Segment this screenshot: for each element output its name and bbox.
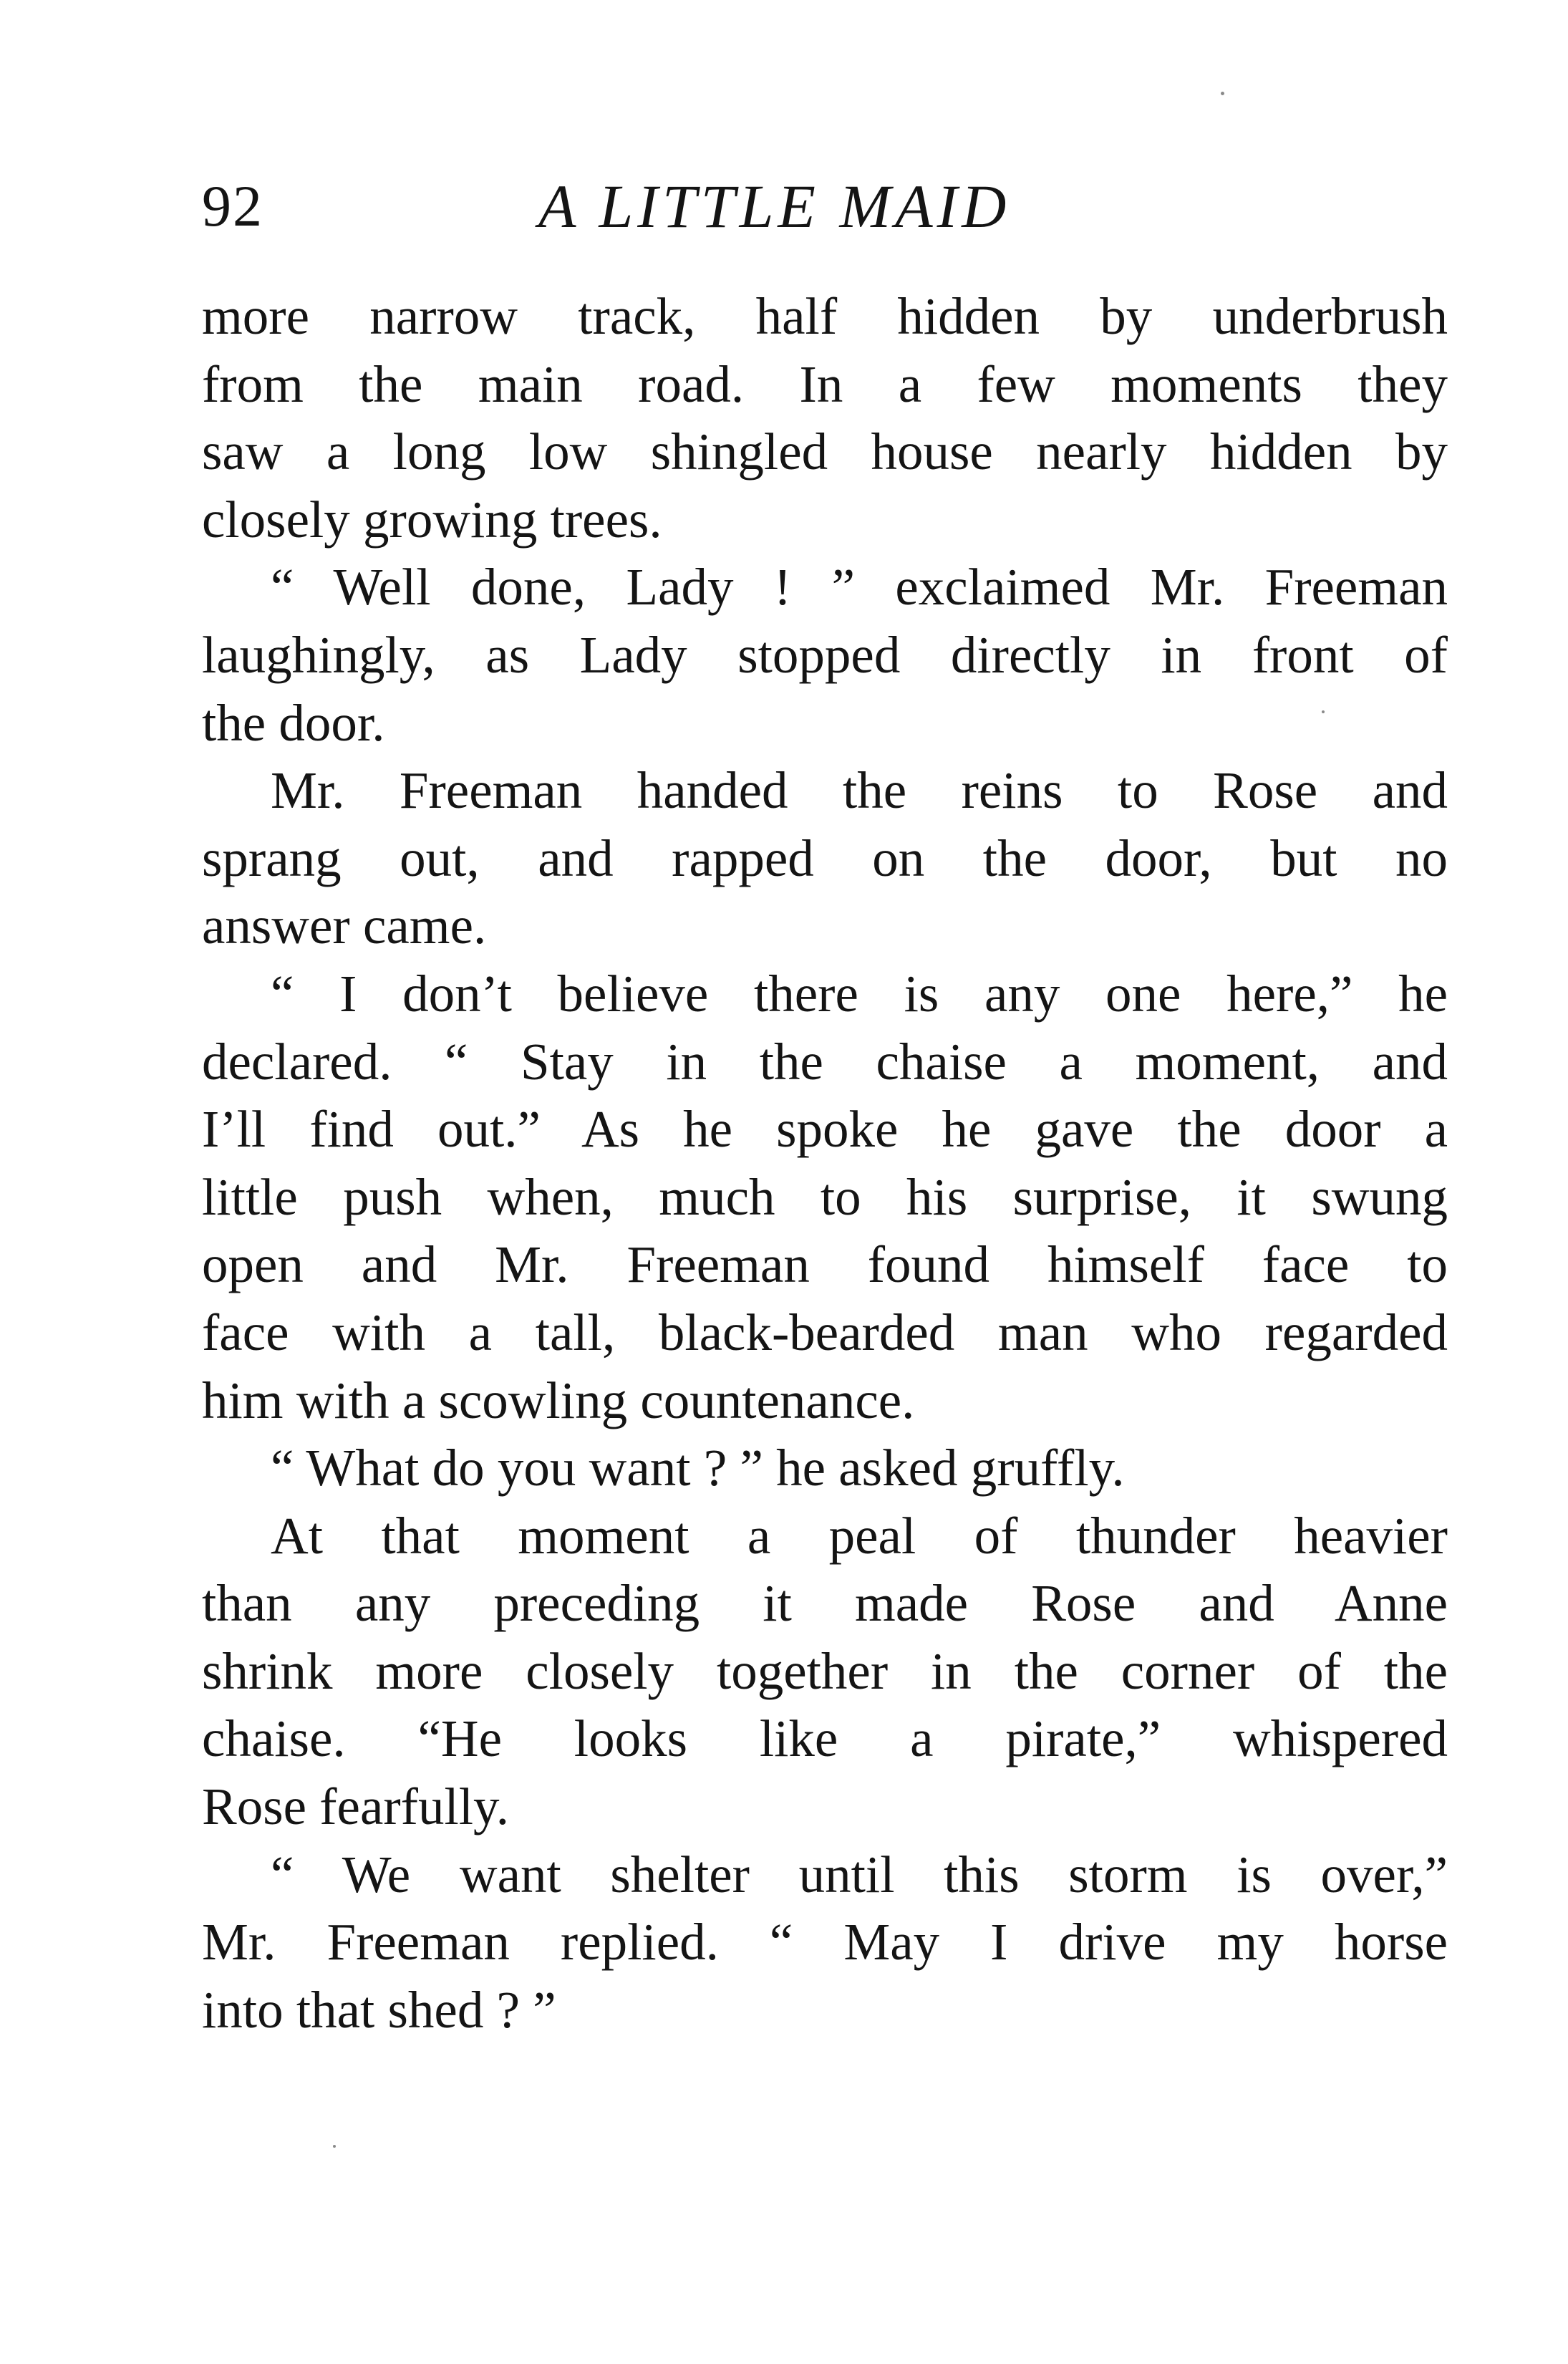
text-line: closely growing trees. xyxy=(202,490,662,549)
text-line: At that moment a peal of thunder heavier xyxy=(271,1506,1448,1565)
text-line: answer came. xyxy=(202,897,487,955)
running-header xyxy=(202,163,1448,249)
text-line: him with a scowling countenance. xyxy=(202,1371,915,1429)
text-line: Mr. Freeman handed the reins to Rose and xyxy=(271,761,1448,820)
text-line: saw a long low shingled house nearly hidden by xyxy=(202,423,1448,481)
text-line: “ What do you want ? ” he asked gruffly. xyxy=(271,1439,1125,1497)
text-line: sprang out, and rapped on the door, but no xyxy=(202,829,1448,887)
text-line: “ We want shelter until this storm is over,” xyxy=(271,1845,1448,1904)
paper-speck xyxy=(333,2145,336,2148)
paragraph xyxy=(202,554,1448,757)
text-line: little push when, much to his surprise, it swung xyxy=(202,1167,1448,1226)
text-line: than any preceding it made Rose and Anne xyxy=(202,1574,1448,1633)
paper-speck xyxy=(1322,710,1325,713)
text-line: “ Well done, Lady ! ” exclaimed Mr. Freeman xyxy=(271,558,1448,617)
text-line: laughingly, as Lady stopped directly in front of xyxy=(202,625,1448,684)
text-line: Mr. Freeman replied. “ May I drive my horse xyxy=(202,1913,1448,1972)
text-line: the door. xyxy=(202,693,385,752)
paragraph xyxy=(202,757,1448,960)
text-line: “ I don’t believe there is any one here,” he xyxy=(271,964,1448,1023)
text-line: open and Mr. Freeman found himself face to xyxy=(202,1235,1448,1294)
text-line: Rose fearfully. xyxy=(202,1777,510,1836)
text-line: chaise. “He looks like a pirate,” whispered xyxy=(202,1709,1448,1768)
paragraph xyxy=(202,283,1448,554)
running-title: A LITTLE MAID xyxy=(538,172,1011,241)
text-line: declared. “ Stay in the chaise a moment, and xyxy=(202,1032,1448,1091)
page-number: 92 xyxy=(202,173,263,238)
text-line: face with a tall, black-bearded man who regarded xyxy=(202,1303,1448,1361)
paragraph xyxy=(202,1502,1448,1841)
paragraph xyxy=(202,1434,1448,1502)
text-line: into that shed ? ” xyxy=(202,1980,556,2039)
body-text xyxy=(202,283,1448,2044)
text-line: shrink more closely together in the corner of the xyxy=(202,1641,1448,1700)
paragraph xyxy=(202,960,1448,1434)
text-line: more narrow track, half hidden by underbrush xyxy=(202,287,1448,345)
paragraph xyxy=(202,1841,1448,2045)
text-line: I’ll find out.” As he spoke he gave the door a xyxy=(202,1100,1448,1159)
text-line: from the main road. In a few moments they xyxy=(202,354,1448,413)
paper-speck xyxy=(1221,92,1224,95)
